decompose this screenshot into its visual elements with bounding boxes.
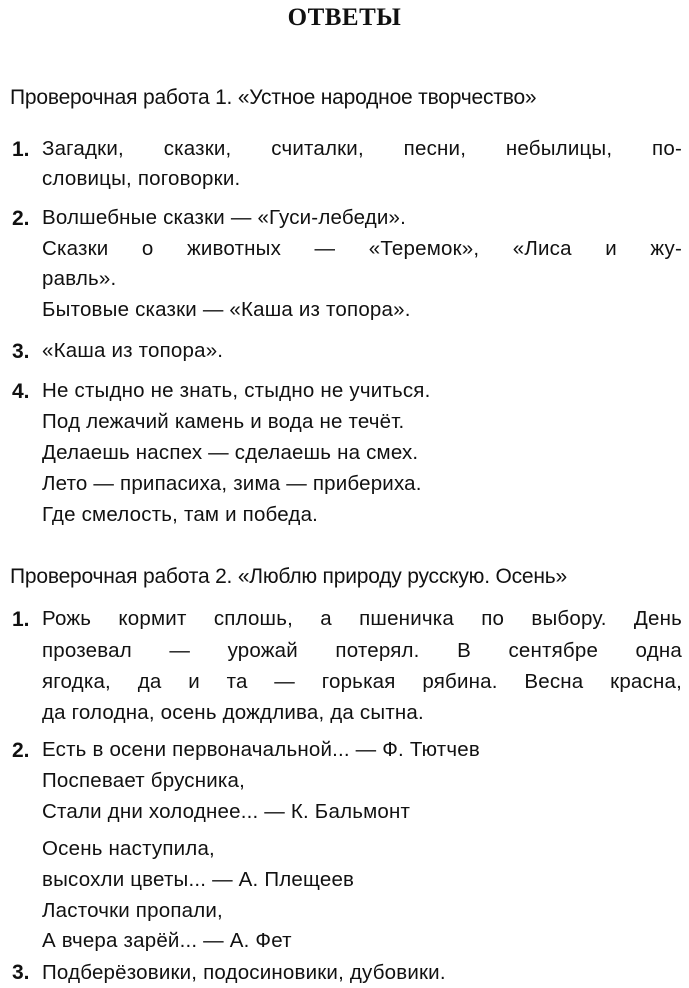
answer-line: Делаешь наспех — сделаешь на смех. bbox=[42, 441, 419, 464]
answer-line: Стали дни холоднее... — К. Бальмонт bbox=[42, 800, 411, 823]
item-number: 1. bbox=[12, 608, 30, 631]
item-number: 2. bbox=[12, 739, 30, 762]
answer-line: высохли цветы... — А. Плещеев bbox=[42, 868, 355, 891]
answer-line: Поспевает брусника, bbox=[42, 769, 246, 792]
answer-line: да голодна, осень дождлива, да сытна. bbox=[42, 701, 424, 724]
answer-line: «Каша из топора». bbox=[42, 339, 224, 362]
answer-line: Осень наступила, bbox=[42, 837, 215, 860]
answer-line: Загадки, сказки, считалки, песни, небылицы, по- bbox=[42, 137, 682, 160]
item-number: 1. bbox=[12, 138, 30, 161]
answer-line: А вчера зарёй... — А. Фет bbox=[42, 929, 292, 952]
item-number: 3. bbox=[12, 340, 30, 363]
answer-line: ягодка, да и та — горькая рябина. Весна красна, bbox=[42, 670, 682, 693]
answer-line: Подберёзовики, подосиновики, дубовики. bbox=[42, 961, 446, 984]
answer-line: прозевал — урожай потерял. В сентябре одна bbox=[42, 639, 682, 662]
item-number: 4. bbox=[12, 380, 30, 403]
answer-line: словицы, поговорки. bbox=[42, 167, 241, 190]
answer-line: Сказки о животных — «Теремок», «Лиса и жу- bbox=[42, 237, 682, 260]
answer-line: Рожь кормит сплошь, а пшеничка по выбору. День bbox=[42, 607, 682, 630]
answer-line: Бытовые сказки — «Каша из топора». bbox=[42, 298, 411, 321]
answer-line: Не стыдно не знать, стыдно не учиться. bbox=[42, 379, 431, 402]
page-title: ОТВЕТЫ bbox=[287, 4, 402, 31]
answer-line: Есть в осени первоначальной... — Ф. Тютчев bbox=[42, 738, 480, 761]
answer-line: Волшебные сказки — «Гуси-лебеди». bbox=[42, 206, 407, 229]
answer-line: равль». bbox=[42, 267, 117, 290]
answer-line: Где смелость, там и победа. bbox=[42, 503, 319, 526]
item-number: 3. bbox=[12, 961, 30, 984]
item-number: 2. bbox=[12, 207, 30, 230]
answer-line: Лето — припасиха, зима — прибериха. bbox=[42, 472, 422, 495]
answer-line: Под лежачий камень и вода не течёт. bbox=[42, 410, 405, 433]
section-heading: Проверочная работа 2. «Люблю природу русскую. Осень» bbox=[10, 565, 568, 588]
section-heading: Проверочная работа 1. «Устное народное творчество» bbox=[10, 86, 537, 109]
answer-line: Ласточки пропали, bbox=[42, 899, 223, 922]
